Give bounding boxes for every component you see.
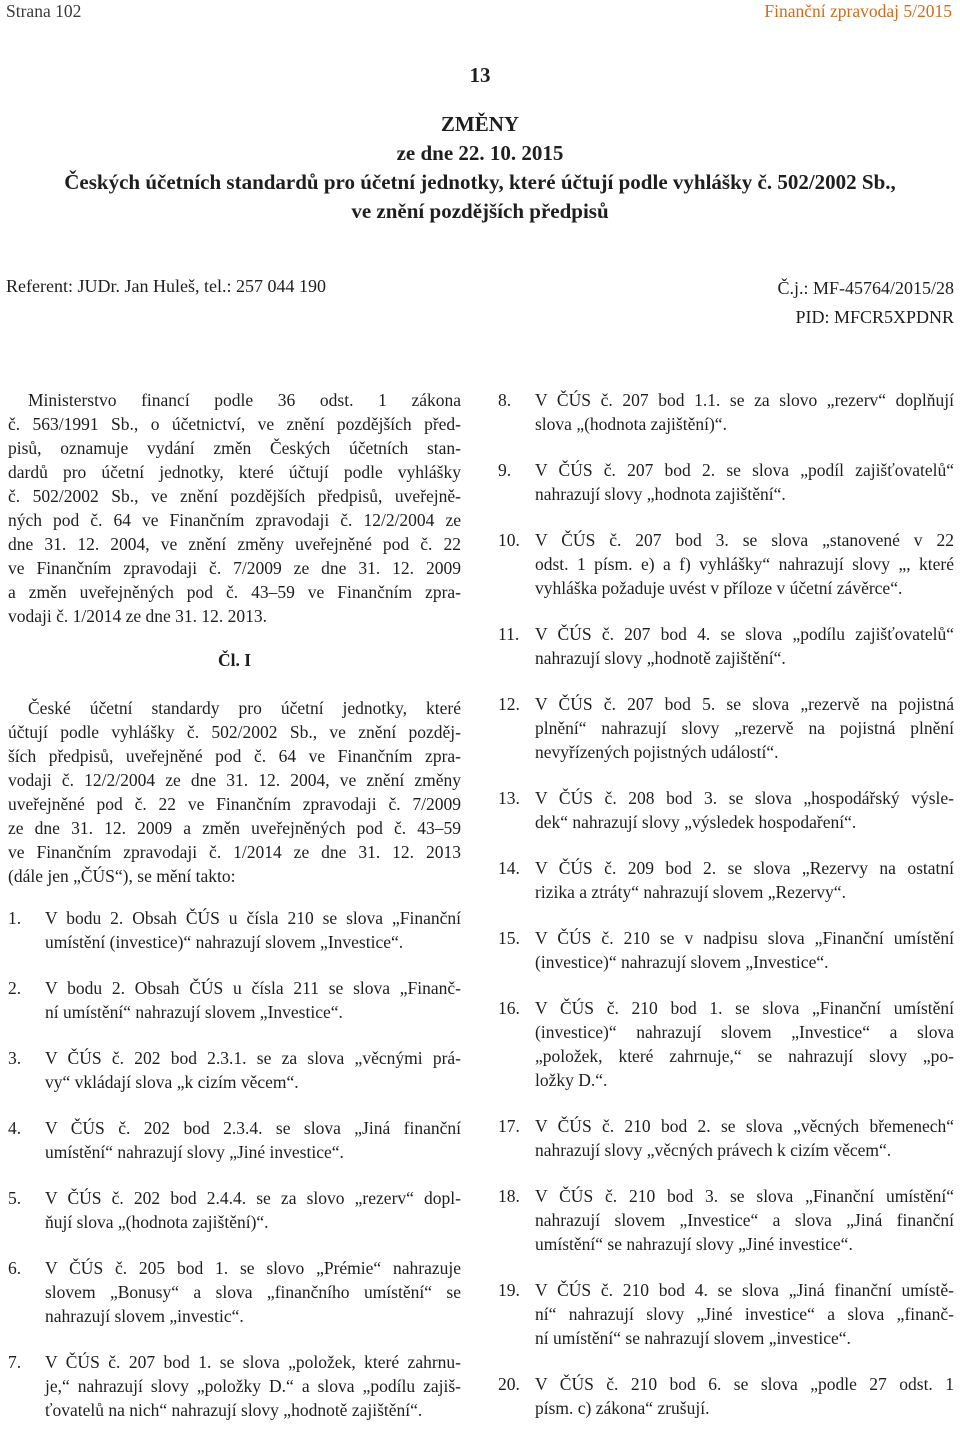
reference-numbers	[777, 274, 954, 332]
text-line: nahrazují slovem „Investice“ a slova „Jiná finanční	[535, 1210, 954, 1230]
text-line: V bodu 2. Obsah ČÚS u čísla 211 se slova „Finanč-	[45, 978, 461, 998]
list-item	[8, 1256, 461, 1328]
text-line: V ČÚS č. 205 bod 1. se slovo „Prémie“ nahrazuje	[45, 1258, 461, 1278]
list-item-text	[535, 458, 954, 506]
text-line: České účetní standardy pro účetní jednotky, které	[28, 698, 461, 718]
list-item-number: 12.	[498, 694, 520, 714]
text-line: Ministerstvo financí podle 36 odst. 1 zákona	[28, 390, 461, 410]
list-item-text	[535, 622, 954, 670]
list-item-number: 14.	[498, 858, 520, 878]
text-line: V ČÚS č. 207 bod 4. se slova „podílu zajišťovatelů“	[535, 624, 954, 644]
text-line: dek“ nahrazují slovy „výsledek hospodaření“.	[535, 812, 857, 832]
text-line: ní“ nahrazují slovy „Jiné investice“ a slova „finanč-	[535, 1304, 954, 1324]
list-item-text	[535, 692, 954, 764]
list-item-number: 18.	[498, 1186, 520, 1206]
list-item-text	[535, 926, 954, 974]
list-item-number: 3.	[8, 1048, 22, 1068]
text-line: nahrazují slovy „hodnotě zajištění“.	[535, 648, 786, 668]
text-line: (dále jen „ČÚS“), se mění takto:	[8, 866, 236, 886]
text-line: V ČÚS č. 207 bod 1. se slova „položek, které zahrnu-	[45, 1352, 461, 1372]
text-line: V ČÚS č. 207 bod 1.1. se za slovo „rezerv“ doplňují	[535, 390, 954, 410]
list-item	[498, 856, 954, 904]
text-line: nahrazují slovy „hodnota zajištění“.	[535, 484, 786, 504]
list-item-number: 8.	[498, 390, 512, 410]
text-line: vy“ vkládají slova „k cizím věcem“.	[45, 1072, 299, 1092]
text-line: dardů pro účetní jednotky, které účtují podle vyhlášky	[8, 462, 461, 482]
text-line: nahrazují slovy „věcných právech k cizím věcem“.	[535, 1140, 892, 1160]
list-item-text	[45, 1046, 461, 1094]
text-line: slova „(hodnota zajištění)“.	[535, 414, 727, 434]
document-number: 13	[469, 63, 491, 87]
list-item-text	[535, 388, 954, 436]
text-line: vodaji č. 12/2/2004 ze dne 31. 12. 2004, ve znění změny	[8, 770, 461, 790]
list-item-text	[535, 1184, 954, 1256]
list-item-text	[535, 786, 954, 834]
text-line: rizika a ztráty“ nahrazují slovem „Rezervy“.	[535, 882, 846, 902]
text-line: ložky D.“.	[535, 1070, 608, 1090]
list-item-number: 9.	[498, 460, 512, 480]
list-item-number: 10.	[498, 530, 520, 550]
text-line: umístění (investice)“ nahrazují slovem „Investice“.	[45, 932, 404, 952]
text-line: V ČÚS č. 210 bod 1. se slova „Finanční umístění	[535, 998, 954, 1018]
text-line: dne 31. 12. 2004, ve znění změny uveřejněné pod č. 22	[8, 534, 461, 554]
text-line: (investice)“ nahrazují slovem „Investice“.	[535, 952, 829, 972]
list-item	[498, 528, 954, 600]
text-line: V bodu 2. Obsah ČÚS u čísla 210 se slova „Finanční	[45, 908, 461, 928]
text-line: ze dne 31. 12. 2009 a změn uveřejněných pod č. 43–59	[8, 818, 461, 838]
list-item-number: 5.	[8, 1188, 22, 1208]
list-item	[498, 388, 954, 436]
list-item	[8, 1186, 461, 1234]
list-item-text	[45, 906, 461, 954]
list-item-text	[45, 976, 461, 1024]
left-column	[8, 388, 461, 1444]
document-subject-line: ve znění pozdějších předpisů	[351, 199, 609, 223]
journal-title: Finanční zpravodaj 5/2015	[764, 1, 952, 21]
text-line: umístění“ nahrazují slovy „Jiné investice“.	[45, 1142, 344, 1162]
intro-paragraph	[8, 388, 461, 628]
list-item-number: 17.	[498, 1116, 520, 1136]
text-line: V ČÚS č. 207 bod 5. se slova „rezervě na pojistná	[535, 694, 954, 714]
text-line: č. 502/2002 Sb., ve znění pozdějších předpisů, uveřejně-	[8, 486, 461, 506]
text-line: V ČÚS č. 210 bod 6. se slova „podle 27 odst. 1	[535, 1374, 954, 1394]
list-item-number: 16.	[498, 998, 520, 1018]
list-item	[498, 1372, 954, 1420]
list-item	[498, 692, 954, 764]
list-item-number: 13.	[498, 788, 520, 808]
list-item	[498, 1278, 954, 1350]
text-line: V ČÚS č. 208 bod 3. se slova „hospodářský výsle-	[535, 788, 954, 808]
text-line: V ČÚS č. 202 bod 2.4.4. se za slovo „rezerv“ dopl-	[45, 1188, 461, 1208]
text-line: účtují podle vyhlášky č. 502/2002 Sb., ve znění pozděj-	[8, 722, 461, 742]
document-title	[0, 60, 960, 226]
list-item	[8, 1116, 461, 1164]
text-line: V ČÚS č. 202 bod 2.3.4. se slova „Jiná finanční	[45, 1118, 461, 1138]
list-item-text	[535, 1114, 954, 1162]
text-line: vyhláška požaduje uvést v příloze v účetní závěrce“.	[535, 578, 903, 598]
list-item	[8, 1046, 461, 1094]
list-item	[8, 976, 461, 1024]
list-item	[498, 1114, 954, 1162]
list-item-text	[535, 1372, 954, 1420]
amendment-list-right	[498, 388, 954, 1420]
list-item-text	[45, 1186, 461, 1234]
article-heading: Čl. I	[217, 650, 252, 670]
text-line: vodaji č. 1/2014 ze dne 31. 12. 2013.	[8, 606, 268, 626]
text-line: „položek, které zahrnuje,“ se nahrazují slovy „po-	[535, 1046, 954, 1066]
list-item-number: 2.	[8, 978, 22, 998]
list-item-number: 20.	[498, 1374, 520, 1394]
list-item	[498, 996, 954, 1092]
list-item-number: 19.	[498, 1280, 520, 1300]
text-line: slovem „Bonusy“ a slova „finančního umístění“ se	[45, 1282, 461, 1302]
text-line: V ČÚS č. 207 bod 2. se slova „podíl zajišťovatelů“	[535, 460, 954, 480]
list-item-text	[535, 528, 954, 600]
article-paragraph	[8, 696, 461, 888]
list-item-number: 7.	[8, 1352, 22, 1372]
cj-number: Č.j.: MF-45764/2015/28	[777, 278, 954, 298]
text-line: pisů, oznamuje vydání změn Českých účetních stan-	[8, 438, 461, 458]
right-column	[498, 388, 954, 1442]
list-item-number: 15.	[498, 928, 520, 948]
text-line: umístění“ se nahrazují slovy „Jiné investice“.	[535, 1234, 853, 1254]
list-item-text	[535, 996, 954, 1092]
text-line: nahrazují slovem „investic“.	[45, 1306, 244, 1326]
text-line: ní umístění“ se nahrazují slovem „investice“.	[535, 1328, 851, 1348]
text-line: (investice)“ nahrazují slovem „Investice“ a slova	[535, 1022, 954, 1042]
document-heading: ZMĚNY	[440, 112, 520, 136]
list-item-number: 4.	[8, 1118, 22, 1138]
text-line: uveřejněné pod č. 22 ve Finančním zpravodaji č. 7/2009	[8, 794, 461, 814]
text-line: ších předpisů, uveřejněné pod č. 64 ve Finančním zpra-	[8, 746, 461, 766]
list-item	[498, 926, 954, 974]
running-header	[6, 0, 952, 22]
text-line: V ČÚS č. 210 bod 4. se slova „Jiná finanční umístě-	[535, 1280, 954, 1300]
list-item-text	[535, 856, 954, 904]
list-item-text	[535, 1278, 954, 1350]
text-line: V ČÚS č. 209 bod 2. se slova „Rezervy na ostatní	[535, 858, 954, 878]
text-line: ve Finančním zpravodaji č. 1/2014 ze dne 31. 12. 2013	[8, 842, 461, 862]
text-line: V ČÚS č. 210 bod 3. se slova „Finanční umístění“	[535, 1186, 954, 1206]
list-item-text	[45, 1116, 461, 1164]
list-item	[8, 906, 461, 954]
amendment-list-left	[8, 906, 461, 1422]
text-line: V ČÚS č. 210 se v nadpisu slova „Finanční umístění	[535, 928, 954, 948]
text-line: V ČÚS č. 202 bod 2.3.1. se za slova „věcnými prá-	[45, 1048, 461, 1068]
text-line: ve Finančním zpravodaji č. 7/2009 ze dne 31. 12. 2009	[8, 558, 461, 578]
list-item	[498, 786, 954, 834]
text-line: č. 563/1991 Sb., o účetnictví, ve znění pozdějších před-	[8, 414, 461, 434]
text-line: odst. 1 písm. e) a f) vyhlášky“ nahrazují slovy „, které	[535, 554, 954, 574]
text-line: a změn uveřejněných pod č. 43–59 ve Finančním zpra-	[8, 582, 461, 602]
text-line: písm. c) zákona“ zrušují.	[535, 1398, 710, 1418]
text-line: ní umístění“ nahrazují slovem „Investice“.	[45, 1002, 343, 1022]
list-item-number: 1.	[8, 908, 22, 928]
document-date: ze dne 22. 10. 2015	[396, 141, 564, 165]
document-subject-line: Českých účetních standardů pro účetní jednotky, které účtují podle vyhlášky č. 502/2002 Sb.,	[64, 170, 896, 194]
text-line: V ČÚS č. 207 bod 3. se slova „stanovené v 22	[535, 530, 954, 550]
list-item	[8, 1350, 461, 1422]
list-item	[498, 1184, 954, 1256]
list-item	[498, 622, 954, 670]
text-line: ných pod č. 64 ve Finančním zpravodaji č. 12/2/2004 ze	[8, 510, 461, 530]
text-line: ťovatelů na nich“ nahrazují slovy „hodnotě zajištění“.	[45, 1400, 423, 1420]
list-item-text	[45, 1350, 461, 1422]
text-line: je,“ nahrazují slovy „položky D.“ a slova „podílu zajiš-	[45, 1376, 461, 1396]
list-item-number: 11.	[498, 624, 520, 644]
list-item-text	[45, 1256, 461, 1328]
list-item	[498, 458, 954, 506]
pid-number: PID: MFCR5XPDNR	[795, 307, 954, 327]
text-line: ňují slova „(hodnota zajištění)“.	[45, 1212, 269, 1232]
text-line: V ČÚS č. 210 bod 2. se slova „věcných břemenech“	[535, 1116, 954, 1136]
list-item-number: 6.	[8, 1258, 22, 1278]
page-number: Strana 102	[6, 1, 82, 21]
text-line: plnění“ nahrazují slovy „rezervě na pojistná plnění	[535, 718, 954, 738]
text-line: nevyřízených pojistných událostí“.	[535, 742, 779, 762]
referent: Referent: JUDr. Jan Huleš, tel.: 257 044 190	[6, 276, 326, 296]
